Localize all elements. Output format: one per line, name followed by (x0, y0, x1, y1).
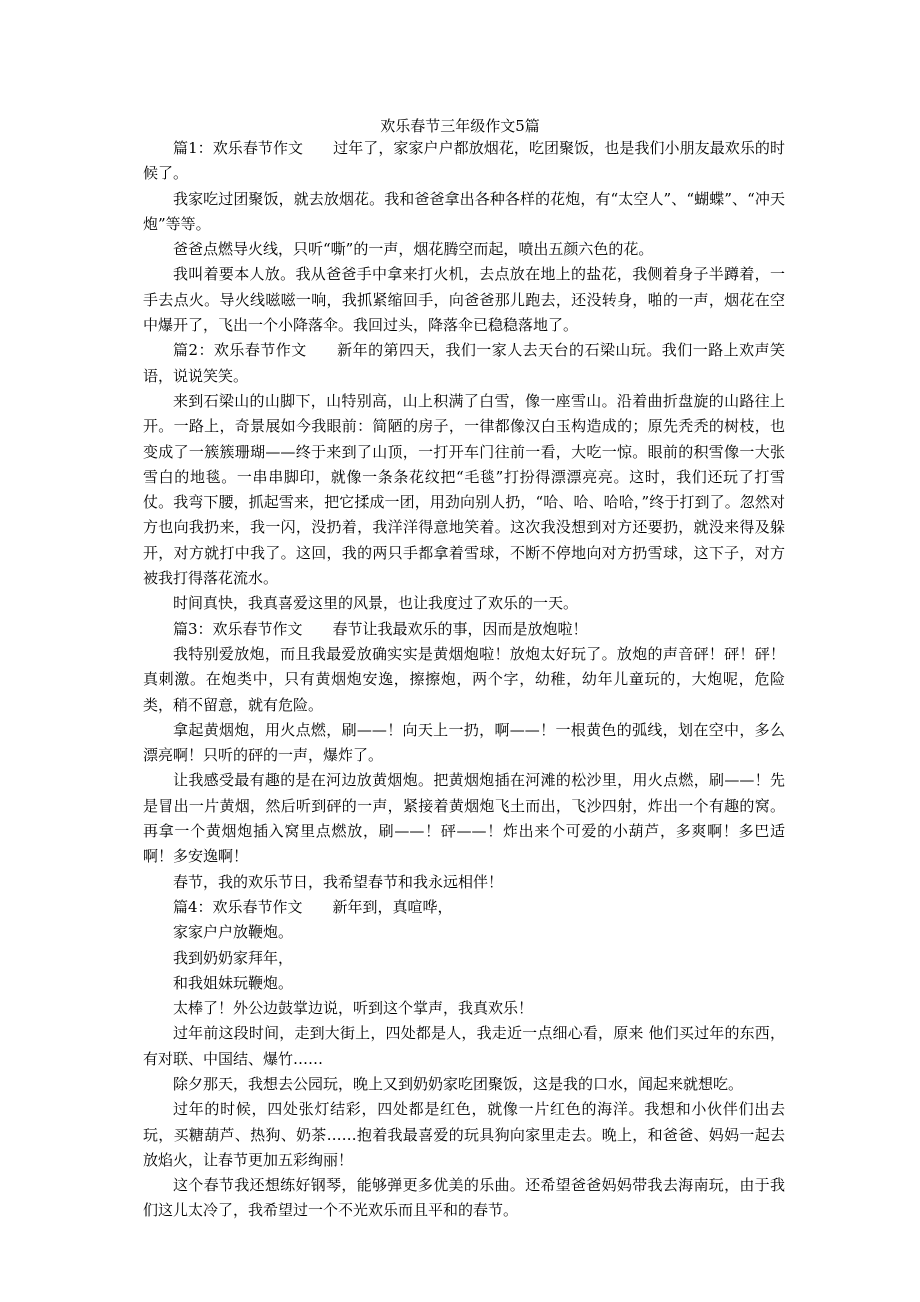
paragraph (143, 996, 785, 1021)
paragraph-text: 我家吃过团聚饭，就去放烟花。我和爸爸拿出各种各样的花炮，有“太空人”、“蝴蝶”、“冲天炮”等等。 (143, 189, 785, 233)
paragraph-text: 新年的第四天，我们一家人去天台的石梁山玩。我们一路上欢声笑语，说说笑笑。 (143, 341, 785, 385)
paragraph-text: 和我姐妹玩鞭炮。 (173, 973, 294, 992)
paragraph (143, 1072, 785, 1097)
paragraph-text: 我到奶奶家拜年， (173, 948, 294, 967)
paragraph (143, 389, 785, 591)
paragraph-text: 拿起黄烟炮，用火点燃，刷——！向天上一扔，啊——！一根黄色的弧线，划在空中，多么漂亮啊！只听的砰的一声，爆炸了。 (143, 720, 785, 765)
section-heading: 篇3：欢乐春节作文 (173, 619, 303, 638)
section-heading: 篇2：欢乐春节作文 (173, 341, 307, 360)
paragraph-text: 过年了，家家户户都放烟花，吃团聚饭，也是我们小朋友最欢乐的时候了。 (143, 139, 785, 183)
paragraph (143, 338, 785, 389)
paragraph (143, 642, 785, 718)
paragraph (143, 617, 785, 642)
paragraph-text: 春节让我最欢乐的事，因而是放炮啦！ (332, 619, 588, 638)
document-body (143, 136, 785, 1224)
paragraph (143, 237, 785, 262)
section-heading: 篇4：欢乐春节作文 (173, 897, 303, 916)
paragraph (143, 920, 785, 945)
paragraph (143, 591, 785, 616)
paragraph (143, 1021, 785, 1072)
paragraph (143, 946, 785, 971)
paragraph (143, 136, 785, 187)
paragraph-text: 爸爸点燃导火线，只听“嘶”的一声，烟花腾空而起，喷出五颜六色的花。 (173, 240, 654, 259)
paragraph-text: 家家户户放鞭炮。 (173, 923, 294, 942)
paragraph-text: 过年的时候，四处张灯结彩，四处都是红色，就像一片红色的海洋。我想和小伙伴们出去玩，买糖葫芦、热狗、奶茶……抱着我最喜爱的玩具狗向家里走去。晚上，和爸爸、妈妈一起去放焰火，让春节更加五彩绚丽！ (143, 1100, 785, 1169)
paragraph-text: 这个春节我还想练好钢琴，能够弹更多优美的乐曲。还希望爸爸妈妈带我去海南玩，由于我们这儿太冷了，我希望过一个不光欢乐而且平和的春节。 (143, 1176, 785, 1220)
paragraph (143, 895, 785, 920)
paragraph-text: 过年前这段时间，走到大街上，四处都是人，我走近一点细心看，原来 他们买过年的东西，有对联、中国结、爆竹…… (143, 1024, 785, 1068)
paragraph (143, 1097, 785, 1173)
paragraph-text: 时间真快，我真喜爱这里的风景，也让我度过了欢乐的一天。 (173, 594, 579, 613)
paragraph (143, 870, 785, 895)
paragraph-text: 除夕那天，我想去公园玩，晚上又到奶奶家吃团聚饭，这是我的口水，闻起来就想吃。 (173, 1074, 744, 1093)
document-title: 欢乐春节三年级作文5篇 (380, 117, 540, 135)
section-heading: 篇1：欢乐春节作文 (173, 139, 304, 157)
paragraph-text: 新年到，真喧哗， (332, 897, 453, 916)
paragraph-text: 让我感受最有趣的是在河边放黄烟炮。把黄烟炮插在河滩的松沙里，用火点燃，刷——！先是冒出一片黄烟，然后听到砰的一声，紧接着黄烟炮飞土而出，飞沙四射，炸出一个有趣的窝。再拿一个黄烟炮插入窝里点燃放，刷——！砰——！炸出来个可爱的小葫芦，多爽啊！多巴适啊！多安逸啊！ (143, 771, 785, 866)
paragraph-text: 春节，我的欢乐节日，我希望春节和我永远相伴！ (173, 872, 504, 891)
paragraph (143, 971, 785, 996)
paragraph (143, 187, 785, 238)
paragraph-text: 太棒了！外公边鼓掌边说，听到这个掌声，我真欢乐！ (173, 999, 534, 1018)
paragraph-text: 来到石梁山的山脚下，山特别高，山上积满了白雪，像一座雪山。沿着曲折盘旋的山路往上开。一路上，奇景展如今我眼前：简陋的房子，一律都像汉白玉构造成的；原先秃秃的树枝，也变成了一簇簇珊瑚——终于来到了山顶，一打开车门往前一看，大吃一惊。眼前的积雪像一大张雪白的地毯。一串串脚印，就像一条条花纹把“毛毯”打扮得漂漂亮亮。这时，我们还玩了打雪仗。我弯下腰，抓起雪来，把它揉成一团，用劲向别人扔，“哈、哈、哈哈，”终于打到了。忽然对方也向我扔来，我一闪，没扔着，我洋洋得意地笑着。这次我没想到对方还要扔，就没来得及躲开，对方就打中我了。这回，我的两只手都拿着雪球，不断不停地向对方扔雪球，这下子，对方被我打得落花流水。 (143, 391, 785, 588)
paragraph (143, 718, 785, 769)
paragraph (143, 768, 785, 869)
paragraph-text: 我特别爱放炮，而且我最爱放确实实是黄烟炮啦！放炮太好玩了。放炮的声音砰！砰！砰！真刺激。在炮类中，只有黄烟炮安逸，擦擦炮，两个字，幼稚，幼年儿童玩的，大炮呢，危险类，稍不留意，就有危险。 (143, 644, 785, 714)
paragraph (143, 1173, 785, 1224)
paragraph-text: 我叫着要本人放。我从爸爸手中拿来打火机，去点放在地上的盐花，我侧着身子半蹲着，一手去点火。导火线嗞嗞一响，我抓紧缩回手，向爸爸那儿跑去，还没转身，啪的一声，烟花在空中爆开了，飞出一个小降落伞。我回过头，降落伞已稳稳落地了。 (143, 265, 785, 335)
paragraph (143, 262, 785, 338)
